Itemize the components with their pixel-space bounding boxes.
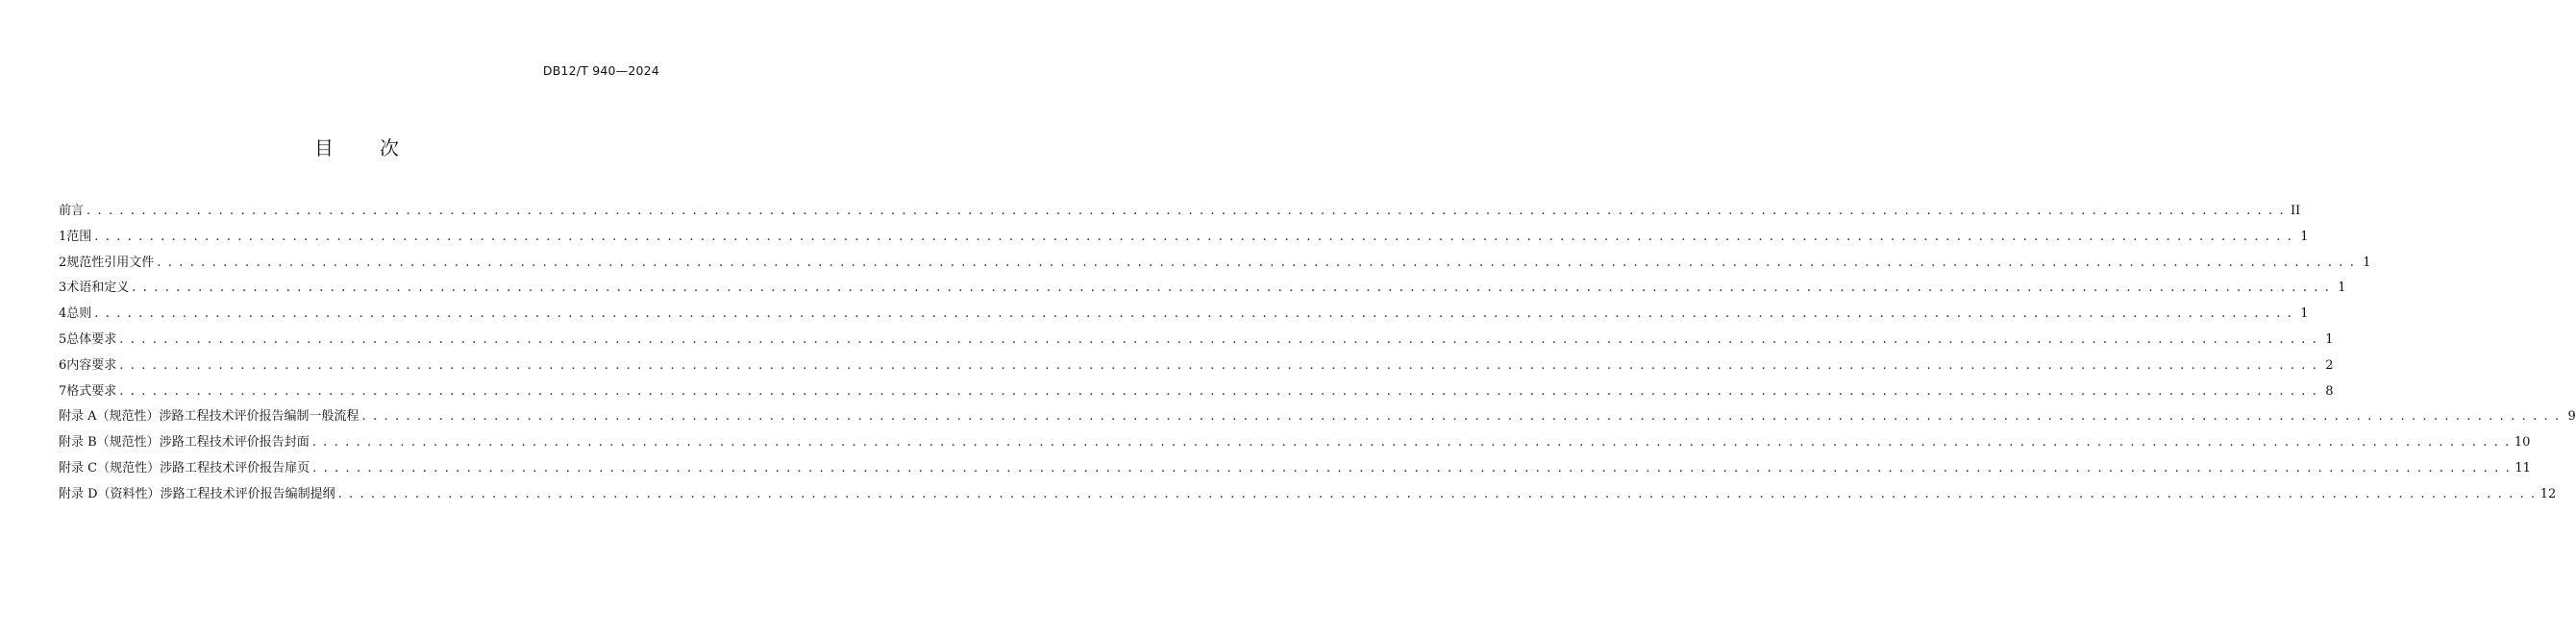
toc-entry-number: 2: [59, 255, 67, 270]
toc-entry-page-number: II: [2290, 204, 2301, 218]
toc-entry-page-number: 11: [2514, 460, 2531, 476]
toc-entry-page-number: 1: [2300, 229, 2309, 244]
toc-entry-number: 5: [59, 331, 67, 347]
toc-entry[interactable]: [59, 430, 2531, 456]
toc-dot-leader: . . . . . . . . . . . . . . . . . . . . . . . . . . . . . . . . . . . . . . . . . . . . . . . . . . . . . . . . . . . . . . . . . . . . . . . . . . . . . . . . . . . . . . . . . . . . . . . . . . . . . . . . . . . . . . . . . . . . . . . . . . . . . . . . . . . . . . . . . . . . . . . . . . . . . . . . . . . . . . . . . . . . . . . . . . . . . . . . . . . . . . . . . . . . . . . . . . . . . . . .: [132, 280, 2331, 296]
toc-dot-leader: . . . . . . . . . . . . . . . . . . . . . . . . . . . . . . . . . . . . . . . . . . . . . . . . . . . . . . . . . . . . . . . . . . . . . . . . . . . . . . . . . . . . . . . . . . . . . . . . . . . . . . . . . . . . . . . . . . . . . . . . . . . . . . . . . . . . . . . . . . . . . . . . . . . . . . . . . . . . . . . . . . . . . . . . . . . . . . . . . . . . . . . . . . . . . . . . . . . . . . . .: [157, 255, 2356, 270]
toc-dot-leader: . . . . . . . . . . . . . . . . . . . . . . . . . . . . . . . . . . . . . . . . . . . . . . . . . . . . . . . . . . . . . . . . . . . . . . . . . . . . . . . . . . . . . . . . . . . . . . . . . . . . . . . . . . . . . . . . . . . . . . . . . . . . . . . . . . . . . . . . . . . . . . . . . . . . . . . . . . . . . . . . . . . . . . . . . . . . . . . . . . . . . . . . . . . . . . . . . . . . . . . .: [337, 486, 2537, 501]
toc-dot-leader: . . . . . . . . . . . . . . . . . . . . . . . . . . . . . . . . . . . . . . . . . . . . . . . . . . . . . . . . . . . . . . . . . . . . . . . . . . . . . . . . . . . . . . . . . . . . . . . . . . . . . . . . . . . . . . . . . . . . . . . . . . . . . . . . . . . . . . . . . . . . . . . . . . . . . . . . . . . . . . . . . . . . . . . . . . . . . . . . . . . . . . . . . . . . . . . . . . . . . . . .: [361, 409, 2561, 425]
toc-entry[interactable]: [59, 251, 2371, 277]
toc-entry[interactable]: [59, 482, 2557, 508]
toc-dot-leader: . . . . . . . . . . . . . . . . . . . . . . . . . . . . . . . . . . . . . . . . . . . . . . . . . . . . . . . . . . . . . . . . . . . . . . . . . . . . . . . . . . . . . . . . . . . . . . . . . . . . . . . . . . . . . . . . . . . . . . . . . . . . . . . . . . . . . . . . . . . . . . . . . . . . . . . . . . . . . . . . . . . . . . . . . . . . . . . . . . . . . . . . . . . . . . . . . . . . . . . .: [312, 460, 2512, 476]
toc-entry-page-number: 1: [2300, 306, 2309, 322]
toc-entry-page-number: 9: [2567, 409, 2576, 425]
toc-dot-leader: . . . . . . . . . . . . . . . . . . . . . . . . . . . . . . . . . . . . . . . . . . . . . . . . . . . . . . . . . . . . . . . . . . . . . . . . . . . . . . . . . . . . . . . . . . . . . . . . . . . . . . . . . . . . . . . . . . . . . . . . . . . . . . . . . . . . . . . . . . . . . . . . . . . . . . . . . . . . . . . . . . . . . . . . . . . . . . . . . . . . . . . . . . . . . . . . . . . . . . . .: [94, 229, 2293, 244]
toc-entry-page-number: 2: [2325, 357, 2334, 373]
toc-entry[interactable]: [59, 225, 2309, 251]
toc-entry-page-number: 1: [2363, 255, 2371, 270]
toc-entry-number: 1: [59, 229, 67, 244]
toc-entry[interactable]: [59, 404, 2576, 430]
toc-entry-appendix-label: 附录 A（规范性）: [59, 409, 160, 425]
toc-entry-number: 7: [59, 383, 67, 399]
toc-entry-title: 总体要求: [66, 331, 117, 347]
toc-dot-leader: . . . . . . . . . . . . . . . . . . . . . . . . . . . . . . . . . . . . . . . . . . . . . . . . . . . . . . . . . . . . . . . . . . . . . . . . . . . . . . . . . . . . . . . . . . . . . . . . . . . . . . . . . . . . . . . . . . . . . . . . . . . . . . . . . . . . . . . . . . . . . . . . . . . . . . . . . . . . . . . . . . . . . . . . . . . . . . . . . . . . . . . . . . . . . . . . . . . . . . . .: [87, 204, 2286, 218]
toc-entry-title: 格式要求: [66, 383, 117, 399]
toc-entry-title: 前言: [59, 204, 85, 218]
toc-dot-leader: . . . . . . . . . . . . . . . . . . . . . . . . . . . . . . . . . . . . . . . . . . . . . . . . . . . . . . . . . . . . . . . . . . . . . . . . . . . . . . . . . . . . . . . . . . . . . . . . . . . . . . . . . . . . . . . . . . . . . . . . . . . . . . . . . . . . . . . . . . . . . . . . . . . . . . . . . . . . . . . . . . . . . . . . . . . . . . . . . . . . . . . . . . . . . . . . . . . . . . . .: [119, 357, 2318, 373]
toc-entry-number: 6: [59, 357, 67, 373]
document-code: DB12/T 940—2024: [542, 63, 659, 78]
toc-entry-title: 总则: [66, 306, 92, 322]
toc-entry-number: 4: [59, 306, 67, 322]
toc-entry[interactable]: [59, 328, 2334, 354]
toc-entry-appendix-label: 附录 D（资料性）: [59, 486, 161, 501]
page-title: 目次: [314, 136, 445, 159]
toc-entry[interactable]: [59, 302, 2309, 328]
toc-entry-title: 规范性引用文件: [66, 255, 155, 270]
toc-entry-title: 涉路工程技术评价报告编制一般流程: [159, 409, 359, 425]
toc-entry-title: 内容要求: [66, 357, 117, 373]
toc-entry-appendix-label: 附录 C（规范性）: [59, 460, 161, 476]
toc-entry[interactable]: [59, 456, 2531, 482]
toc-entry-title: 涉路工程技术评价报告扉页: [160, 460, 310, 476]
toc-entry-title: 范围: [66, 229, 92, 244]
toc-entry-page-number: 12: [2539, 486, 2557, 501]
toc-dot-leader: . . . . . . . . . . . . . . . . . . . . . . . . . . . . . . . . . . . . . . . . . . . . . . . . . . . . . . . . . . . . . . . . . . . . . . . . . . . . . . . . . . . . . . . . . . . . . . . . . . . . . . . . . . . . . . . . . . . . . . . . . . . . . . . . . . . . . . . . . . . . . . . . . . . . . . . . . . . . . . . . . . . . . . . . . . . . . . . . . . . . . . . . . . . . . . . . . . . . . . . .: [94, 306, 2293, 322]
toc-entry-page-number: 8: [2325, 383, 2334, 399]
toc-entry-title: 涉路工程技术评价报告封面: [159, 435, 310, 451]
toc-dot-leader: . . . . . . . . . . . . . . . . . . . . . . . . . . . . . . . . . . . . . . . . . . . . . . . . . . . . . . . . . . . . . . . . . . . . . . . . . . . . . . . . . . . . . . . . . . . . . . . . . . . . . . . . . . . . . . . . . . . . . . . . . . . . . . . . . . . . . . . . . . . . . . . . . . . . . . . . . . . . . . . . . . . . . . . . . . . . . . . . . . . . . . . . . . . . . . . . . . . . . . . .: [311, 435, 2511, 451]
toc-entry[interactable]: [59, 276, 2346, 302]
toc-dot-leader: . . . . . . . . . . . . . . . . . . . . . . . . . . . . . . . . . . . . . . . . . . . . . . . . . . . . . . . . . . . . . . . . . . . . . . . . . . . . . . . . . . . . . . . . . . . . . . . . . . . . . . . . . . . . . . . . . . . . . . . . . . . . . . . . . . . . . . . . . . . . . . . . . . . . . . . . . . . . . . . . . . . . . . . . . . . . . . . . . . . . . . . . . . . . . . . . . . . . . . . .: [119, 331, 2318, 347]
toc-entry-page-number: 1: [2338, 280, 2346, 296]
toc-entry-page-number: 1: [2325, 331, 2334, 347]
toc-entry[interactable]: [59, 354, 2334, 379]
toc-dot-leader: . . . . . . . . . . . . . . . . . . . . . . . . . . . . . . . . . . . . . . . . . . . . . . . . . . . . . . . . . . . . . . . . . . . . . . . . . . . . . . . . . . . . . . . . . . . . . . . . . . . . . . . . . . . . . . . . . . . . . . . . . . . . . . . . . . . . . . . . . . . . . . . . . . . . . . . . . . . . . . . . . . . . . . . . . . . . . . . . . . . . . . . . . . . . . . . . . . . . . . . .: [119, 383, 2318, 399]
toc-entry-number: 3: [59, 280, 67, 296]
toc-entry[interactable]: [59, 199, 2301, 225]
toc-entry[interactable]: [59, 379, 2334, 405]
toc-entry-page-number: 10: [2514, 435, 2531, 451]
table-of-contents: [59, 199, 2576, 508]
toc-entry-title: 术语和定义: [66, 280, 130, 296]
toc-entry-appendix-label: 附录 B（规范性）: [59, 435, 160, 451]
toc-entry-title: 涉路工程技术评价报告编制提纲: [160, 486, 335, 501]
